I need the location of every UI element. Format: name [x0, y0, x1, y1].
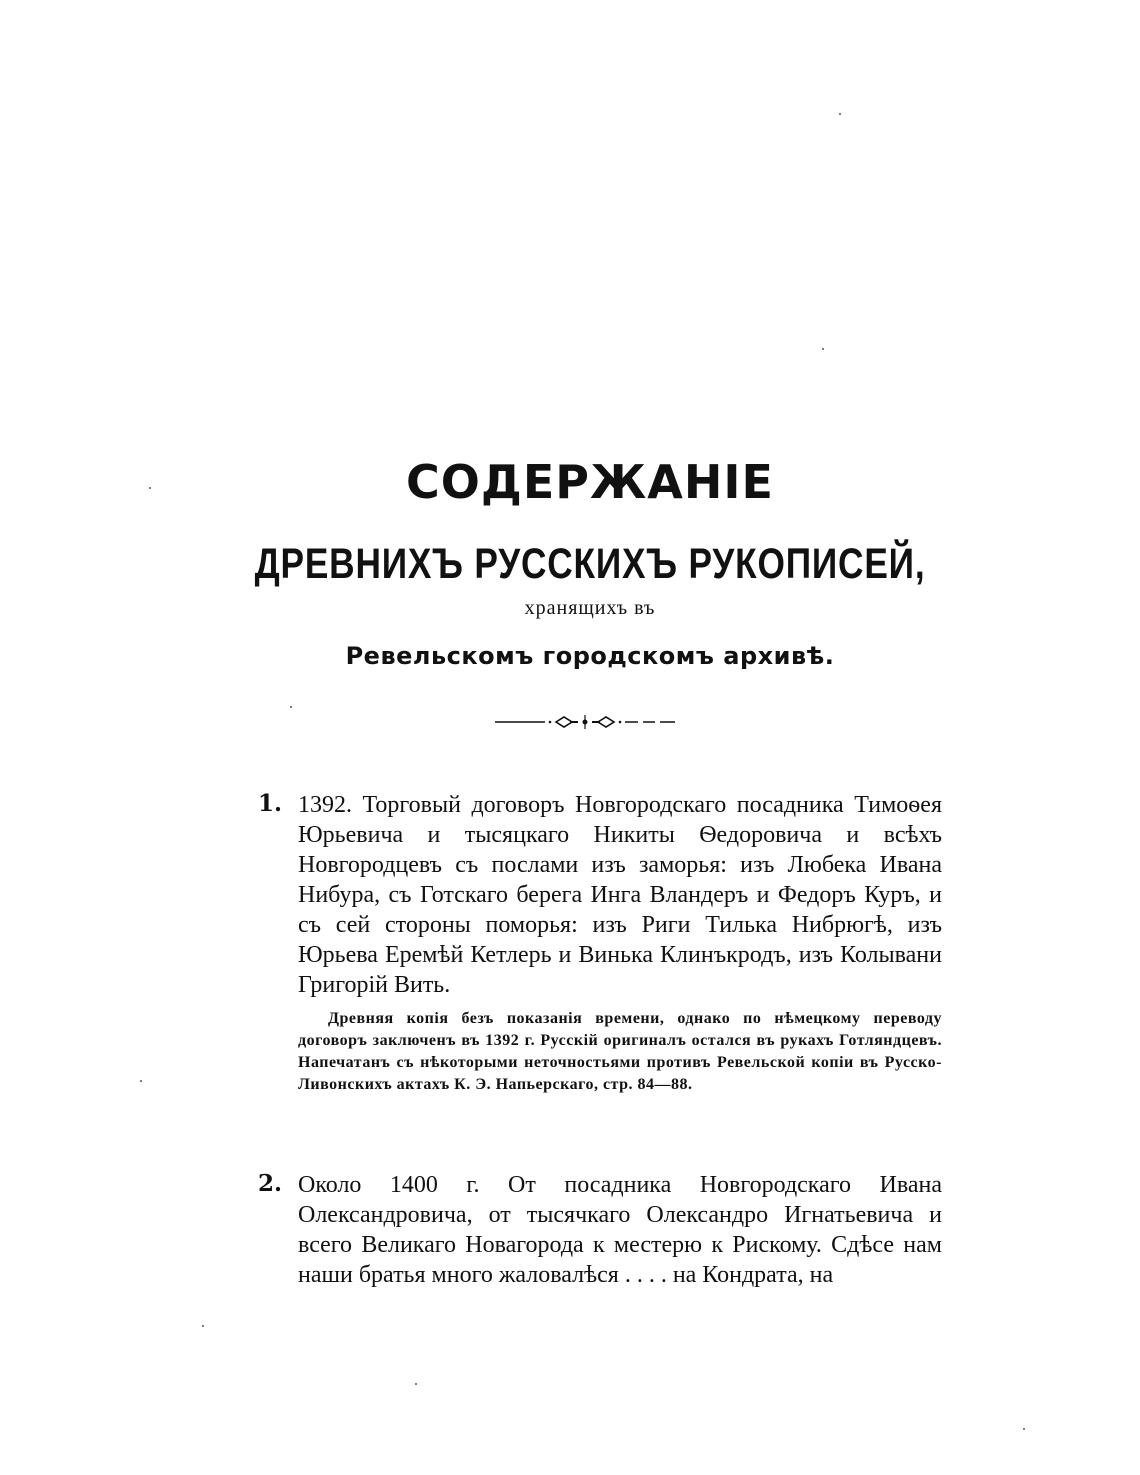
entry-note: Древняя копія безъ показанія времени, однако по нѣмецкому переводу договоръ заключенъ въ 1392 г. Русскій оригиналъ остался въ рукахъ Готляндцевъ. Напечатанъ съ нѣкоторыми неточностьями противъ Ревельской копіи въ Русско-Ливонскихъ актахъ К. Э. Напьерскаго, стр. 84—88. — [298, 1010, 942, 1093]
entry-text: 1392. Торговый договоръ Новгородскаго посадника Тимоѳея Юрьевича и тысяцкаго Никиты Ѳедоровича и всѣхъ Новгородцевъ съ послами изъ заморья: изъ Любека Ивана Нибура, съ Готскаго берега Инга Вландеръ и Федоръ Куръ, и съ сей стороны поморья: изъ Риги Тилька Нибрюгѣ, изъ Юрьева Еремѣй Кетлерь и Винька Клинъкродъ, изъ Колывани Григорій Вить. — [298, 792, 942, 998]
scan-speck — [1023, 1428, 1025, 1430]
entry-1 — [258, 790, 942, 1096]
ornament-divider-icon — [490, 710, 680, 734]
scan-speck — [140, 1080, 142, 1082]
page-subsubtitle: хранящихъ въ — [524, 597, 656, 619]
scan-speck — [839, 113, 841, 115]
page-title: СОДЕРЖАНІЕ — [406, 455, 774, 509]
archive-heading: Ревельскомъ городскомъ архивѣ. — [345, 642, 835, 670]
scan-speck — [149, 487, 151, 489]
scan-speck — [415, 1383, 417, 1385]
entry-2 — [258, 1170, 942, 1290]
scan-speck — [822, 348, 824, 350]
entry-number: 1. — [258, 790, 283, 817]
entry-text: Около 1400 г. От посадника Новгородскаго Ивана Олександровича, от тысячкаго Олександро Игнатьевича и всего Великаго Новагорода к местерю к Рискому. Сдѣсе нам наши братья много жаловалѣся . . . . на Кондрата, на — [298, 1172, 942, 1288]
entry-number: 2. — [258, 1170, 283, 1197]
scan-speck — [202, 1325, 204, 1327]
page-subtitle: ДРЕВНИХЪ РУССКИХЪ РУКОПИСЕЙ, — [254, 540, 926, 588]
scan-speck — [290, 706, 292, 708]
